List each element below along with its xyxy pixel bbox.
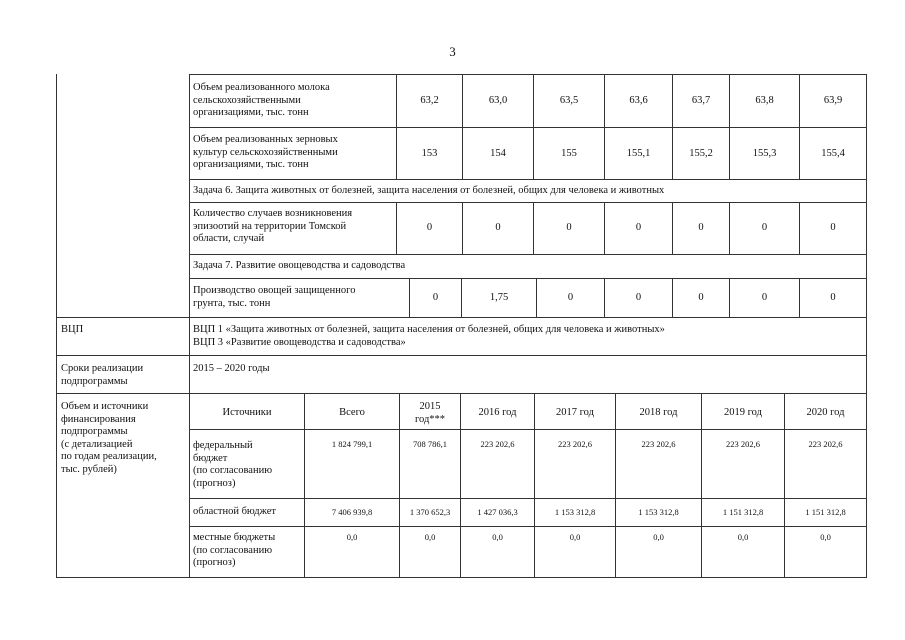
- indicator-value: 0: [426, 222, 433, 233]
- table-rule: [189, 498, 867, 499]
- table-rule: [604, 74, 605, 179]
- indicator-value: 0: [635, 292, 642, 303]
- indicator-value: 0: [698, 222, 704, 233]
- indicator-value: 0: [567, 292, 574, 303]
- header-2019: 2019 год: [724, 407, 762, 418]
- financing-value: 0,0: [820, 532, 831, 542]
- indicator-value: 1,75: [489, 292, 509, 303]
- header-sources: Источники: [222, 407, 272, 418]
- header-2017: 2017 год: [556, 407, 594, 418]
- indicator-value: 63,8: [755, 95, 774, 106]
- indicator-value: 0: [495, 222, 501, 233]
- page-number: 3: [449, 44, 456, 59]
- financing-value: 223 202,6: [641, 439, 676, 449]
- financing-value: 0,0: [737, 532, 749, 542]
- financing-value: 223 202,6: [808, 439, 843, 449]
- table-rule: [189, 74, 867, 75]
- indicator-value: 0: [698, 292, 704, 303]
- financing-value: 1 153 312,8: [638, 507, 679, 517]
- source-label: областной бюджет: [193, 506, 276, 517]
- indicator-value: 155,1: [626, 148, 651, 159]
- source-label: федеральный бюджет (по согласованию (прогноз): [193, 440, 273, 489]
- header-2015: 2015 год***: [414, 401, 446, 425]
- financing-label: Объем и источники финансирования подпрограммы (с детализацией по годам реализации, тыс. рублей): [61, 401, 157, 475]
- indicator-label: Производство овощей защищенного грунта, тыс. тонн: [193, 285, 356, 309]
- indicator-value: 155,4: [821, 148, 845, 159]
- indicator-value: 63,5: [559, 95, 579, 106]
- financing-value: 1 370 652,3: [409, 507, 451, 517]
- indicator-value: 63,6: [629, 95, 648, 106]
- indicator-value: 63,2: [420, 95, 439, 106]
- table-rule: [189, 254, 867, 255]
- indicator-value: 0: [830, 292, 836, 303]
- table-rule: [189, 127, 867, 128]
- financing-value: 0,0: [424, 532, 436, 542]
- table-rule: [189, 202, 867, 203]
- table-rule: [56, 317, 867, 318]
- table-rule: [729, 74, 730, 179]
- table-rule: [56, 74, 57, 578]
- indicator-value: 0: [566, 222, 572, 233]
- table-rule: [189, 278, 867, 279]
- financing-value: 1 824 799,1: [331, 439, 373, 449]
- indicator-value: 0: [635, 222, 642, 233]
- header-2016: 2016 год: [478, 407, 517, 418]
- indicator-value: 63,0: [488, 95, 508, 106]
- indicator-value: 63,7: [691, 95, 711, 106]
- indicator-value: 155: [561, 148, 577, 159]
- financing-value: 708 786,1: [413, 439, 447, 449]
- table-rule: [56, 393, 867, 394]
- table-rule: [615, 393, 616, 578]
- header-2018: 2018 год: [639, 407, 678, 418]
- indicator-value: 63,9: [823, 95, 843, 106]
- financing-value: 7 406 939,8: [331, 507, 373, 517]
- table-rule: [866, 74, 867, 578]
- financing-value: 1 427 036,3: [477, 507, 518, 517]
- table-rule: [462, 74, 463, 179]
- table-rule: [304, 393, 305, 578]
- vcp-list: ВЦП 1 «Защита животных от болезней, защита населения от болезней, общих для человека и животных» ВЦП 3 «Развитие овощеводства и садоводства»: [193, 324, 665, 348]
- indicator-label: Объем реализованных зерновых культур сельскохозяйственными организациями, тыс. тонн: [193, 134, 338, 170]
- task-heading: Задача 6. Защита животных от болезней, защита населения от болезней, общих для человека и животных: [193, 185, 665, 196]
- table-rule: [396, 74, 397, 179]
- passport-table: [56, 74, 866, 578]
- financing-value: 223 202,6: [558, 439, 592, 449]
- table-rule: [56, 355, 867, 356]
- vcp-label: ВЦП: [61, 324, 84, 335]
- table-rule: [672, 74, 673, 179]
- table-rule: [189, 429, 867, 430]
- financing-value: 0,0: [569, 532, 581, 542]
- table-rule: [701, 393, 702, 578]
- indicator-value: 0: [761, 292, 768, 303]
- indicator-value: 154: [490, 148, 506, 159]
- indicator-value: 0: [830, 222, 836, 233]
- financing-value: 223 202,6: [726, 439, 760, 449]
- financing-value: 0,0: [346, 532, 358, 542]
- table-rule: [799, 74, 800, 179]
- financing-value: 1 151 312,8: [805, 507, 846, 517]
- table-rule: [784, 393, 785, 578]
- table-rule: [189, 526, 867, 527]
- header-2020: 2020 год: [806, 407, 845, 418]
- indicator-value: 155,2: [689, 148, 713, 159]
- table-rule: [460, 393, 461, 578]
- source-label: местные бюджеты (по согласованию (прогноз): [193, 532, 276, 568]
- indicator-label: Количество случаев возникновения эпизоотий на территории Томской области, случай: [193, 208, 353, 244]
- financing-value: 1 151 312,8: [722, 507, 764, 517]
- table-rule: [533, 74, 534, 179]
- indicator-value: 155,3: [752, 148, 777, 159]
- financing-value: 1 153 312,8: [554, 507, 596, 517]
- indicator-value: 0: [761, 222, 768, 233]
- table-rule: [189, 74, 190, 578]
- financing-value: 0,0: [492, 532, 503, 542]
- header-total: Всего: [339, 407, 365, 418]
- financing-value: 223 202,6: [480, 439, 515, 449]
- financing-value: 0,0: [653, 532, 664, 542]
- terms-value: 2015 – 2020 годы: [193, 363, 270, 374]
- indicator-label: Объем реализованного молока сельскохозяйственными организациями, тыс. тонн: [193, 82, 330, 118]
- indicator-value: 153: [421, 148, 438, 159]
- indicator-value: 0: [432, 292, 439, 303]
- task-heading: Задача 7. Развитие овощеводства и садоводства: [193, 260, 406, 271]
- table-rule: [56, 577, 867, 578]
- table-rule: [189, 179, 867, 180]
- terms-label: Сроки реализации подпрограммы: [61, 363, 144, 387]
- table-rule: [534, 393, 535, 578]
